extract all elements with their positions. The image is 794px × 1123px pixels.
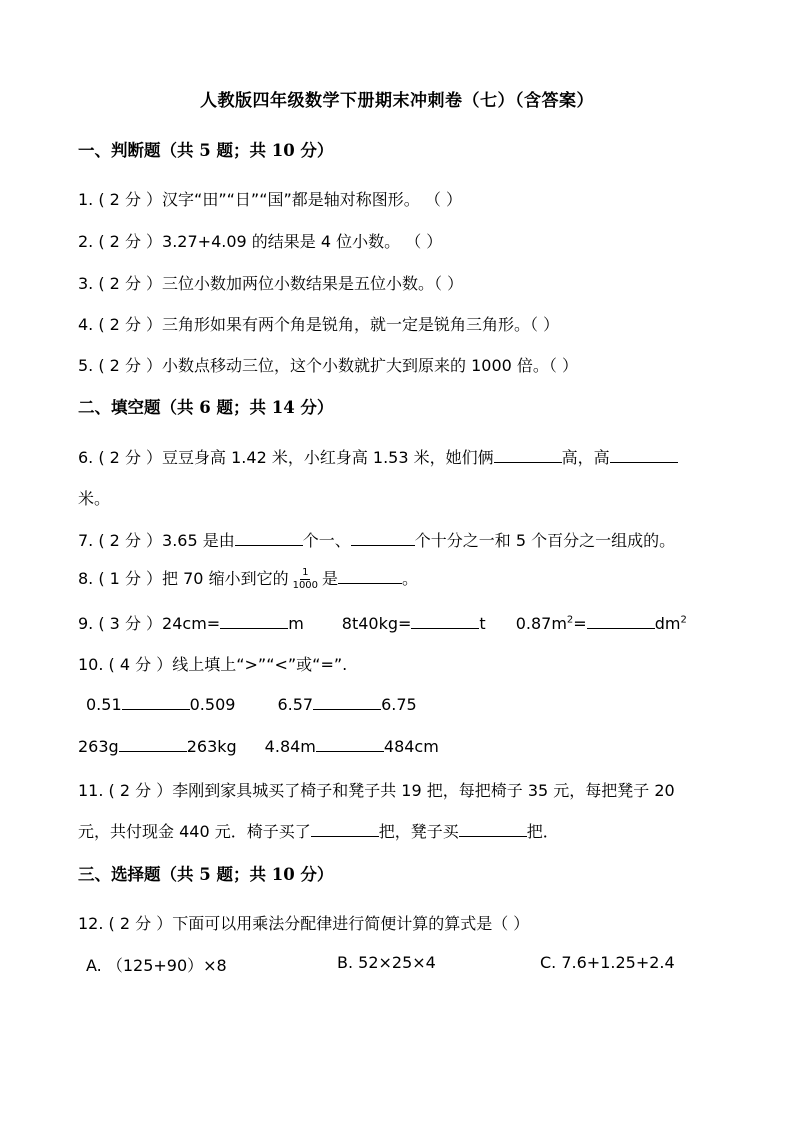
question-1: 1. ( 2 分 ）汉字“田”“日”“国”都是轴对称图形。 （ ） xyxy=(78,190,462,209)
compare-left: 6.57 xyxy=(277,695,314,714)
question-11: 11. ( 2 分 ）李刚到家具城买了椅子和凳子共 19 把，每把椅子 35 元，每把凳子 20 xyxy=(78,781,675,800)
question-11-text-a: 元，共付现金 440 元．椅子买了 xyxy=(78,822,311,841)
question-2: 2. ( 2 分 ）3.27+4.09 的结果是 4 位小数。 （ ） xyxy=(78,232,443,251)
compare-right: 263kg xyxy=(186,737,237,756)
answer-blank[interactable] xyxy=(411,613,479,629)
question-10: 10. ( 4 分 ）线上填上“>”“<”或“=”. xyxy=(78,655,348,674)
exam-title: 人教版四年级数学下册期末冲刺卷（七）（含答案） xyxy=(200,91,594,111)
question-10-row-1 xyxy=(86,694,417,714)
question-6-text-a: 6. ( 2 分 ）豆豆身高 1.42 米，小红身高 1.53 米，她们俩 xyxy=(78,448,494,467)
question-9-text-e: 0.87m xyxy=(515,614,567,633)
option-c[interactable]: C. 7.6+1.25+2.4 xyxy=(540,953,675,972)
question-9-text-a: 9. ( 3 分 ）24cm= xyxy=(78,614,221,633)
compare-left: 4.84m xyxy=(264,737,316,756)
question-7-text-c: 个十分之一和 5 个百分之一组成的。 xyxy=(414,531,676,550)
compare-right: 484cm xyxy=(383,737,439,756)
answer-blank[interactable] xyxy=(459,821,527,837)
question-11-text-b: 把，凳子买 xyxy=(378,822,459,841)
answer-blank[interactable] xyxy=(119,736,187,752)
equals-sign: = xyxy=(573,614,587,633)
question-12: 12. ( 2 分 ）下面可以用乘法分配律进行简便计算的算式是（ ） xyxy=(78,914,530,933)
question-9-text-c: 8t40kg= xyxy=(341,614,412,633)
answer-blank[interactable] xyxy=(494,447,562,463)
question-11-text-c: 把． xyxy=(526,822,559,841)
section-heading-true-false: 一、判断题（共 5 题；共 10 分） xyxy=(78,141,334,160)
unit-m: m xyxy=(288,614,304,633)
compare-left: 0.51 xyxy=(86,695,122,714)
unit-dm: dm xyxy=(654,614,681,633)
answer-blank[interactable] xyxy=(220,613,288,629)
question-10-row-2 xyxy=(78,736,439,756)
answer-blank[interactable] xyxy=(316,736,384,752)
compare-left: 263g xyxy=(78,737,119,756)
section-heading-fill-blank: 二、填空题（共 6 题；共 14 分） xyxy=(78,398,334,417)
question-7-text-a: 7. ( 2 分 ）3.65 是由 xyxy=(78,531,235,550)
question-6-continuation: 米。 xyxy=(78,489,111,508)
option-b[interactable]: B. 52×25×4 xyxy=(337,953,436,972)
question-7-text-b: 个一、 xyxy=(302,531,351,550)
fraction xyxy=(293,567,318,592)
question-4: 4. ( 2 分 ）三角形如果有两个角是锐角，就一定是锐角三角形。（ ） xyxy=(78,315,560,334)
answer-blank[interactable] xyxy=(610,447,678,463)
superscript-2: 2 xyxy=(566,614,574,626)
question-6-text-b: 高，高 xyxy=(561,448,610,467)
question-6 xyxy=(78,445,678,468)
option-a[interactable]: A. （125+90）×8 xyxy=(86,956,227,975)
unit-t: t xyxy=(479,614,486,633)
answer-blank[interactable] xyxy=(587,613,655,629)
answer-blank[interactable] xyxy=(338,568,402,584)
question-8-text-c: 。 xyxy=(402,569,419,588)
question-11-continuation xyxy=(78,819,559,842)
fraction-denominator: 1000 xyxy=(292,580,319,591)
question-9 xyxy=(78,611,687,634)
compare-right: 0.509 xyxy=(189,695,236,714)
question-8 xyxy=(78,566,418,592)
question-3: 3. ( 2 分 ）三位小数加两位小数结果是五位小数。（ ） xyxy=(78,274,464,293)
fraction-numerator: 1 xyxy=(302,567,309,578)
superscript-2: 2 xyxy=(680,614,687,626)
question-8-text-a: 8. ( 1 分 ）把 70 缩小到它的 xyxy=(78,569,289,588)
answer-blank[interactable] xyxy=(122,694,190,710)
answer-blank[interactable] xyxy=(313,694,381,710)
compare-right: 6.75 xyxy=(381,695,417,714)
answer-blank[interactable] xyxy=(311,821,379,837)
question-7 xyxy=(78,528,675,551)
section-heading-multiple-choice: 三、选择题（共 5 题；共 10 分） xyxy=(78,865,334,884)
question-8-text-b: 是 xyxy=(322,569,339,588)
answer-blank[interactable] xyxy=(235,530,303,546)
answer-blank[interactable] xyxy=(351,530,415,546)
question-5: 5. ( 2 分 ）小数点移动三位，这个小数就扩大到原来的 1000 倍。（ ） xyxy=(78,356,579,375)
